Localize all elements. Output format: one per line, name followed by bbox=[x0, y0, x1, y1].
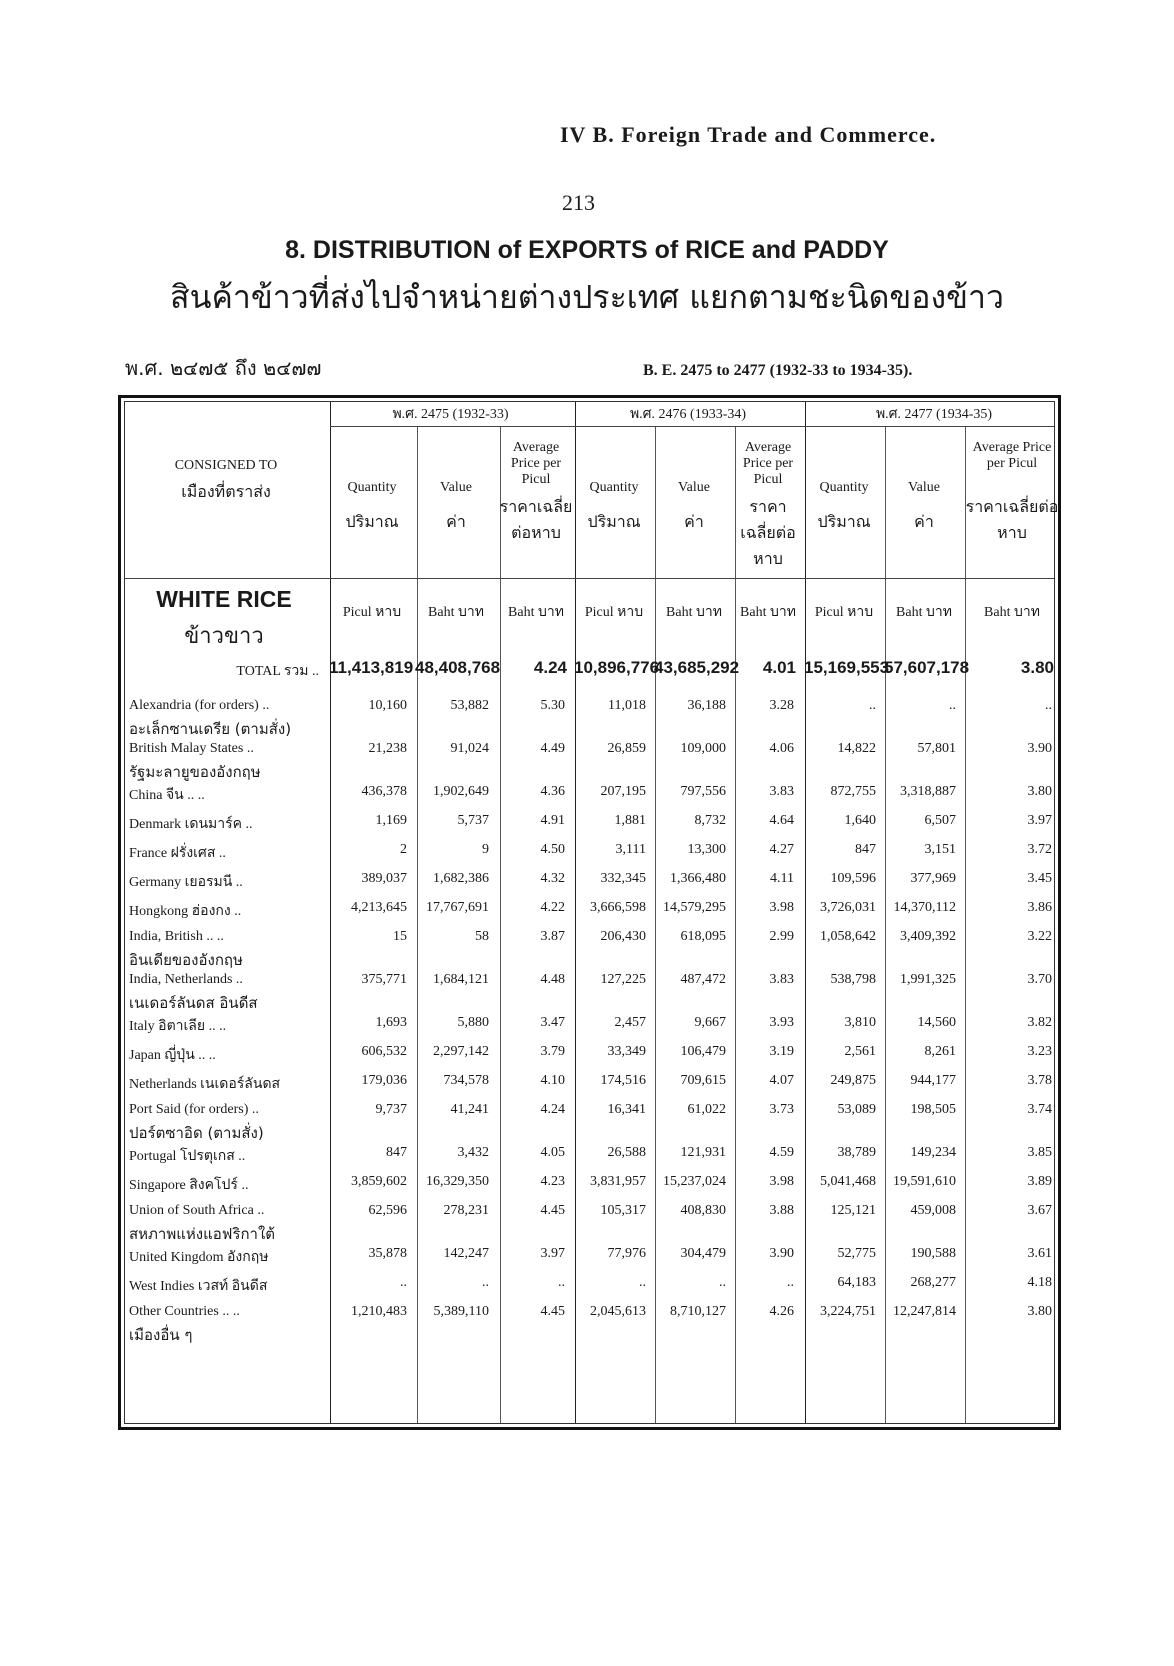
table-cell: 847 bbox=[386, 1145, 407, 1160]
table-cell: 198,505 bbox=[910, 1102, 956, 1117]
table-cell: 5,880 bbox=[457, 1015, 489, 1030]
table-cell: 304,479 bbox=[680, 1246, 726, 1261]
table-cell: 4.32 bbox=[540, 871, 565, 886]
country-name: Germany เยอรมนี .. bbox=[129, 875, 243, 890]
table-cell: 127,225 bbox=[600, 972, 646, 987]
table-cell: 872,755 bbox=[830, 784, 876, 799]
table-cell: 3.79 bbox=[540, 1044, 565, 1059]
unit-label: Baht บาท bbox=[740, 605, 796, 620]
table-cell: .. bbox=[400, 1275, 407, 1290]
table-cell: 459,008 bbox=[910, 1203, 956, 1218]
table-cell: 9 bbox=[482, 842, 489, 857]
table-cell: 4.50 bbox=[540, 842, 565, 857]
table-cell: .. bbox=[482, 1275, 489, 1290]
table-cell: 2,561 bbox=[844, 1044, 876, 1059]
period-header-3: พ.ศ. 2477 (1934-35) bbox=[875, 407, 993, 422]
table-cell: 3.88 bbox=[769, 1203, 794, 1218]
table-cell: 5.30 bbox=[540, 698, 565, 713]
country-name: Netherlands เนเดอร์ลันดส bbox=[129, 1077, 281, 1092]
table-cell: 9,737 bbox=[375, 1102, 407, 1117]
total-cell: 11,413,819 bbox=[329, 658, 414, 677]
table-cell: 3.73 bbox=[769, 1102, 794, 1117]
table-cell: 149,234 bbox=[910, 1145, 956, 1160]
table-cell: 4.27 bbox=[769, 842, 794, 857]
total-cell: 3.80 bbox=[1020, 658, 1054, 677]
unit-label: Baht บาท bbox=[666, 605, 722, 620]
table-cell: 1,684,121 bbox=[433, 972, 489, 987]
value-header: Value bbox=[440, 480, 472, 495]
table-cell: 16,329,350 bbox=[426, 1174, 489, 1189]
table-cell: 3.80 bbox=[1027, 784, 1052, 799]
table-cell: 4.10 bbox=[540, 1073, 565, 1088]
table-cell: 21,238 bbox=[368, 741, 407, 756]
value-header-thai: ค่า bbox=[914, 512, 934, 531]
table-cell: 3,666,598 bbox=[590, 900, 646, 915]
table-cell: 3.87 bbox=[540, 929, 565, 944]
section-title-thai: ข้าวขาว bbox=[184, 624, 264, 649]
table-cell: 19,591,610 bbox=[893, 1174, 956, 1189]
table-cell: 15 bbox=[393, 929, 407, 944]
table-title-thai: สินค้าข้าวที่ส่งไปจำหน่ายต่างประเทศ แยกตามชะนิดของข้าว bbox=[170, 278, 1004, 316]
column-divider bbox=[885, 426, 886, 1423]
table-cell: 4.91 bbox=[540, 813, 565, 828]
table-cell: 4.24 bbox=[540, 1102, 565, 1117]
avg-price-header: Average Price per Picul bbox=[510, 440, 562, 487]
table-cell: 1,169 bbox=[375, 813, 407, 828]
quantity-header-thai: ปริมาณ bbox=[817, 512, 871, 531]
country-name-thai: ปอร์ตซาอิด (ตามสั่ง) bbox=[129, 1124, 264, 1142]
table-cell: 77,976 bbox=[607, 1246, 646, 1261]
period-header-1: พ.ศ. 2475 (1932-33) bbox=[392, 407, 509, 422]
table-cell: 10,160 bbox=[368, 698, 407, 713]
country-name: Denmark เดนมาร์ค .. bbox=[129, 817, 253, 832]
table-cell: .. bbox=[787, 1275, 794, 1290]
unit-label: Baht บาท bbox=[508, 605, 564, 620]
table-cell: 14,560 bbox=[917, 1015, 956, 1030]
page-number: 213 bbox=[562, 190, 595, 215]
avg-price-header-thai: ราคาเฉลี่ยต่อหาบ bbox=[740, 497, 796, 568]
table-cell: .. bbox=[558, 1275, 565, 1290]
table-cell: 734,578 bbox=[443, 1073, 489, 1088]
table-title: 8. DISTRIBUTION of EXPORTS of RICE and PADDY bbox=[285, 236, 889, 264]
table-cell: 3.47 bbox=[540, 1015, 565, 1030]
table-cell: 121,931 bbox=[680, 1145, 726, 1160]
consigned-to-header-thai: เมืองที่ตราส่ง bbox=[181, 482, 271, 501]
table-cell: 3.70 bbox=[1027, 972, 1052, 987]
total-cell: 57,607,178 bbox=[884, 658, 970, 677]
total-cell: 4.24 bbox=[533, 658, 567, 677]
table-cell: 3,432 bbox=[457, 1145, 489, 1160]
table-cell: 3,318,887 bbox=[900, 784, 956, 799]
table-cell: 268,277 bbox=[910, 1275, 956, 1290]
table-cell: 3,224,751 bbox=[820, 1304, 876, 1319]
country-name: Japan ญี่ปุ่น .. .. bbox=[129, 1048, 216, 1063]
table-cell: 4.06 bbox=[769, 741, 794, 756]
table-cell: 207,195 bbox=[600, 784, 646, 799]
table-cell: 52,775 bbox=[837, 1246, 876, 1261]
column-divider bbox=[965, 426, 966, 1423]
table-cell: 179,036 bbox=[361, 1073, 407, 1088]
table-cell: 3.83 bbox=[769, 972, 794, 987]
unit-label: Picul หาบ bbox=[814, 605, 874, 620]
rice-exports-table bbox=[118, 395, 1061, 1430]
country-name: British Malay States .. bbox=[129, 741, 254, 756]
table-cell: 1,058,642 bbox=[820, 929, 876, 944]
table-cell: .. bbox=[719, 1275, 726, 1290]
table-cell: 3.23 bbox=[1027, 1044, 1052, 1059]
table-cell: 3.28 bbox=[769, 698, 794, 713]
total-cell: 43,685,292 bbox=[654, 658, 740, 677]
table-cell: 4.45 bbox=[540, 1304, 565, 1319]
table-cell: 62,596 bbox=[368, 1203, 407, 1218]
table-cell: 1,693 bbox=[375, 1015, 407, 1030]
table-cell: 2,045,613 bbox=[590, 1304, 646, 1319]
unit-label: Picul หาบ bbox=[584, 605, 644, 620]
table-cell: 377,969 bbox=[910, 871, 956, 886]
table-cell: 58 bbox=[475, 929, 489, 944]
quantity-header: Quantity bbox=[819, 480, 869, 495]
table-cell: 3.67 bbox=[1027, 1203, 1052, 1218]
table-cell: 2,297,142 bbox=[433, 1044, 489, 1059]
consigned-to-header: CONSIGNED TO bbox=[174, 458, 278, 473]
period-header-2: พ.ศ. 2476 (1933-34) bbox=[629, 407, 747, 422]
country-name: India, Netherlands .. bbox=[129, 972, 243, 987]
table-cell: 3.78 bbox=[1027, 1073, 1052, 1088]
table-cell: 278,231 bbox=[443, 1203, 489, 1218]
table-cell: 2,457 bbox=[614, 1015, 646, 1030]
table-cell: 4.64 bbox=[769, 813, 794, 828]
table-cell: 1,991,325 bbox=[900, 972, 956, 987]
table-cell: 3.97 bbox=[540, 1246, 565, 1261]
table-cell: 4.26 bbox=[769, 1304, 794, 1319]
table-cell: 3.80 bbox=[1027, 1304, 1052, 1319]
table-cell: 4.59 bbox=[769, 1145, 794, 1160]
table-cell: 3.74 bbox=[1027, 1102, 1052, 1117]
table-cell: 3.98 bbox=[769, 1174, 794, 1189]
table-cell: 944,177 bbox=[910, 1073, 956, 1088]
avg-price-header-thai: ราคาเฉลี่ยต่อหาบ bbox=[965, 497, 1059, 542]
country-name: Union of South Africa .. bbox=[129, 1203, 265, 1218]
table-cell: 17,767,691 bbox=[426, 900, 489, 915]
table-cell: 1,366,480 bbox=[670, 871, 726, 886]
country-name-thai: อะเล็กซานเดรีย (ตามสั่ง) bbox=[129, 720, 292, 738]
table-cell: 3.61 bbox=[1027, 1246, 1052, 1261]
total-cell: 48,408,768 bbox=[415, 658, 501, 677]
table-cell: 487,472 bbox=[680, 972, 726, 987]
table-cell: 26,859 bbox=[607, 741, 646, 756]
section-title: WHITE RICE bbox=[156, 586, 292, 612]
country-name-thai: เมืองอื่น ๆ bbox=[129, 1326, 193, 1344]
table-cell: 3,831,957 bbox=[590, 1174, 646, 1189]
thai-period: พ.ศ. ๒๔๗๕ ถึง ๒๔๗๗ bbox=[125, 356, 322, 380]
column-divider bbox=[655, 426, 656, 1423]
country-name: Other Countries .. .. bbox=[129, 1304, 240, 1319]
table-cell: .. bbox=[949, 698, 956, 713]
table-cell: 14,370,112 bbox=[893, 900, 956, 915]
value-header-thai: ค่า bbox=[446, 512, 466, 531]
table-cell: 26,588 bbox=[607, 1145, 646, 1160]
table-cell: 61,022 bbox=[687, 1102, 726, 1117]
table-cell: 3,726,031 bbox=[820, 900, 876, 915]
table-cell: 3.72 bbox=[1027, 842, 1052, 857]
table-cell: 3,409,392 bbox=[900, 929, 956, 944]
table-cell: 3,111 bbox=[615, 842, 646, 857]
table-cell: 847 bbox=[855, 842, 876, 857]
quantity-header: Quantity bbox=[347, 480, 397, 495]
table-cell: 4.36 bbox=[540, 784, 565, 799]
quantity-header-thai: ปริมาณ bbox=[345, 512, 399, 531]
table-cell: 109,000 bbox=[680, 741, 726, 756]
avg-price-header: Average Price per Picul bbox=[742, 440, 794, 487]
total-cell: 10,896,776 bbox=[574, 658, 660, 677]
table-cell: .. bbox=[639, 1275, 646, 1290]
table-cell: 38,789 bbox=[837, 1145, 876, 1160]
table-cell: 389,037 bbox=[361, 871, 407, 886]
unit-label: Baht บาท bbox=[428, 605, 484, 620]
table-cell: 1,210,483 bbox=[351, 1304, 407, 1319]
quantity-header-thai: ปริมาณ bbox=[587, 512, 641, 531]
country-name-thai: อินเดียของอังกฤษ bbox=[129, 951, 243, 969]
country-name: China จีน .. .. bbox=[129, 788, 205, 803]
table-cell: 9,667 bbox=[694, 1015, 726, 1030]
table-cell: 3.90 bbox=[769, 1246, 794, 1261]
table-cell: 375,771 bbox=[361, 972, 407, 987]
table-cell: 105,317 bbox=[600, 1203, 646, 1218]
table-cell: 53,882 bbox=[450, 698, 489, 713]
table-cell: 3,859,602 bbox=[351, 1174, 407, 1189]
country-name: United Kingdom อังกฤษ bbox=[129, 1250, 269, 1265]
column-divider bbox=[417, 426, 418, 1423]
table-cell: 4.48 bbox=[540, 972, 565, 987]
table-cell: 33,349 bbox=[607, 1044, 646, 1059]
table-cell: 3,810 bbox=[844, 1015, 876, 1030]
table-cell: 12,247,814 bbox=[893, 1304, 956, 1319]
table-cell: 4.11 bbox=[770, 871, 794, 886]
table-cell: 4.22 bbox=[540, 900, 565, 915]
table-cell: 174,516 bbox=[600, 1073, 646, 1088]
table-cell: 36,188 bbox=[687, 698, 726, 713]
table-cell: 5,041,468 bbox=[820, 1174, 876, 1189]
country-name: Singapore สิงคโปร์ .. bbox=[129, 1178, 249, 1193]
table-cell: 249,875 bbox=[830, 1073, 876, 1088]
period-header-rule bbox=[330, 426, 1054, 427]
table-cell: 332,345 bbox=[600, 871, 646, 886]
table-cell: 3.45 bbox=[1027, 871, 1052, 886]
country-name: Italy อิตาเลีย .. .. bbox=[129, 1019, 227, 1034]
table-cell: 4.23 bbox=[540, 1174, 565, 1189]
value-header-thai: ค่า bbox=[684, 512, 704, 531]
table-cell: 1,640 bbox=[844, 813, 876, 828]
table-cell: 15,237,024 bbox=[663, 1174, 726, 1189]
table-cell: 3.89 bbox=[1027, 1174, 1052, 1189]
country-name: India, British .. .. bbox=[129, 929, 224, 944]
table-cell: 3.97 bbox=[1027, 813, 1052, 828]
table-cell: 3.93 bbox=[769, 1015, 794, 1030]
table-cell: 3.85 bbox=[1027, 1145, 1052, 1160]
table-cell: 41,241 bbox=[450, 1102, 489, 1117]
table-cell: 109,596 bbox=[830, 871, 876, 886]
table-cell: 4.07 bbox=[769, 1073, 794, 1088]
table-cell: 4.05 bbox=[540, 1145, 565, 1160]
table-cell: 4.45 bbox=[540, 1203, 565, 1218]
table-cell: 3.19 bbox=[769, 1044, 794, 1059]
avg-price-header: Average Price per Picul bbox=[972, 440, 1052, 471]
table-cell: 4.49 bbox=[540, 741, 565, 756]
table-cell: 11,018 bbox=[608, 698, 646, 713]
table-cell: 3.98 bbox=[769, 900, 794, 915]
table-cell: 14,579,295 bbox=[663, 900, 726, 915]
table-cell: 3.90 bbox=[1027, 741, 1052, 756]
table-cell: 16,341 bbox=[607, 1102, 646, 1117]
table-cell: 8,261 bbox=[924, 1044, 956, 1059]
table-cell: 4.18 bbox=[1027, 1275, 1052, 1290]
running-title: IV B. Foreign Trade and Commerce. bbox=[560, 122, 937, 147]
table-cell: 3.82 bbox=[1027, 1015, 1052, 1030]
country-name: Alexandria (for orders) .. bbox=[129, 698, 270, 713]
table-cell: 3.22 bbox=[1027, 929, 1052, 944]
table-cell: 14,822 bbox=[837, 741, 876, 756]
table-cell: 618,095 bbox=[680, 929, 726, 944]
table-cell: 3.86 bbox=[1027, 900, 1052, 915]
unit-label: Picul หาบ bbox=[342, 605, 402, 620]
table-cell: 797,556 bbox=[680, 784, 726, 799]
table-cell: 64,183 bbox=[837, 1275, 876, 1290]
table-cell: 606,532 bbox=[361, 1044, 407, 1059]
table-cell: 2.99 bbox=[769, 929, 794, 944]
table-cell: 57,801 bbox=[917, 741, 956, 756]
table-cell: 1,682,386 bbox=[433, 871, 489, 886]
country-name-thai: สหภาพแห่งแอฟริกาใต้ bbox=[129, 1225, 276, 1243]
country-name: Portugal โปรตุเกส .. bbox=[129, 1149, 246, 1164]
table-cell: 538,798 bbox=[830, 972, 876, 987]
table-cell: 3,151 bbox=[924, 842, 956, 857]
total-label: TOTAL รวม .. bbox=[236, 664, 319, 679]
table-cell: 709,615 bbox=[680, 1073, 726, 1088]
period-range: B. E. 2475 to 2477 (1932-33 to 1934-35). bbox=[643, 362, 913, 379]
table-cell: 408,830 bbox=[680, 1203, 726, 1218]
total-cell: 15,169,553 bbox=[804, 658, 890, 677]
table-cell: 106,479 bbox=[680, 1044, 726, 1059]
header-bottom-rule bbox=[125, 578, 1054, 579]
table-cell: 91,024 bbox=[450, 741, 489, 756]
table-cell: 6,507 bbox=[924, 813, 956, 828]
column-divider bbox=[735, 426, 736, 1423]
table-cell: 142,247 bbox=[443, 1246, 489, 1261]
table-cell: 35,878 bbox=[368, 1246, 407, 1261]
table-cell: 190,588 bbox=[910, 1246, 956, 1261]
table-cell: .. bbox=[869, 698, 876, 713]
avg-price-header-thai: ราคาเฉลี่ยต่อหาบ bbox=[499, 497, 573, 542]
table-cell: 3.83 bbox=[769, 784, 794, 799]
table-cell: 4,213,645 bbox=[351, 900, 407, 915]
country-name-thai: เนเดอร์ลันดส อินดีส bbox=[129, 994, 258, 1012]
unit-label: Baht บาท bbox=[984, 605, 1040, 620]
table-cell: 1,881 bbox=[614, 813, 646, 828]
table-cell: 13,300 bbox=[687, 842, 726, 857]
country-name: Port Said (for orders) .. bbox=[129, 1102, 259, 1117]
table-cell: 53,089 bbox=[837, 1102, 876, 1117]
table-cell: 8,732 bbox=[694, 813, 726, 828]
value-header: Value bbox=[908, 480, 940, 495]
country-name-thai: รัฐมะลายูของอังกฤษ bbox=[129, 763, 261, 781]
table-cell: 8,710,127 bbox=[670, 1304, 726, 1319]
table-cell: 436,378 bbox=[361, 784, 407, 799]
country-name: West Indies เวสท์ อินดีส bbox=[129, 1279, 268, 1294]
column-divider bbox=[500, 426, 501, 1423]
country-name: France ฝรั่งเศส .. bbox=[129, 846, 226, 861]
table-cell: 125,121 bbox=[830, 1203, 876, 1218]
table-cell: 1,902,649 bbox=[433, 784, 489, 799]
table-cell: 2 bbox=[400, 842, 407, 857]
table-cell: .. bbox=[1045, 698, 1052, 713]
total-cell: 4.01 bbox=[762, 658, 796, 677]
table-cell: 5,737 bbox=[457, 813, 489, 828]
country-name: Hongkong ฮ่องกง .. bbox=[129, 904, 242, 919]
quantity-header: Quantity bbox=[589, 480, 639, 495]
unit-label: Baht บาท bbox=[896, 605, 952, 620]
table-cell: 206,430 bbox=[600, 929, 646, 944]
table-cell: 5,389,110 bbox=[433, 1304, 489, 1319]
value-header: Value bbox=[678, 480, 710, 495]
